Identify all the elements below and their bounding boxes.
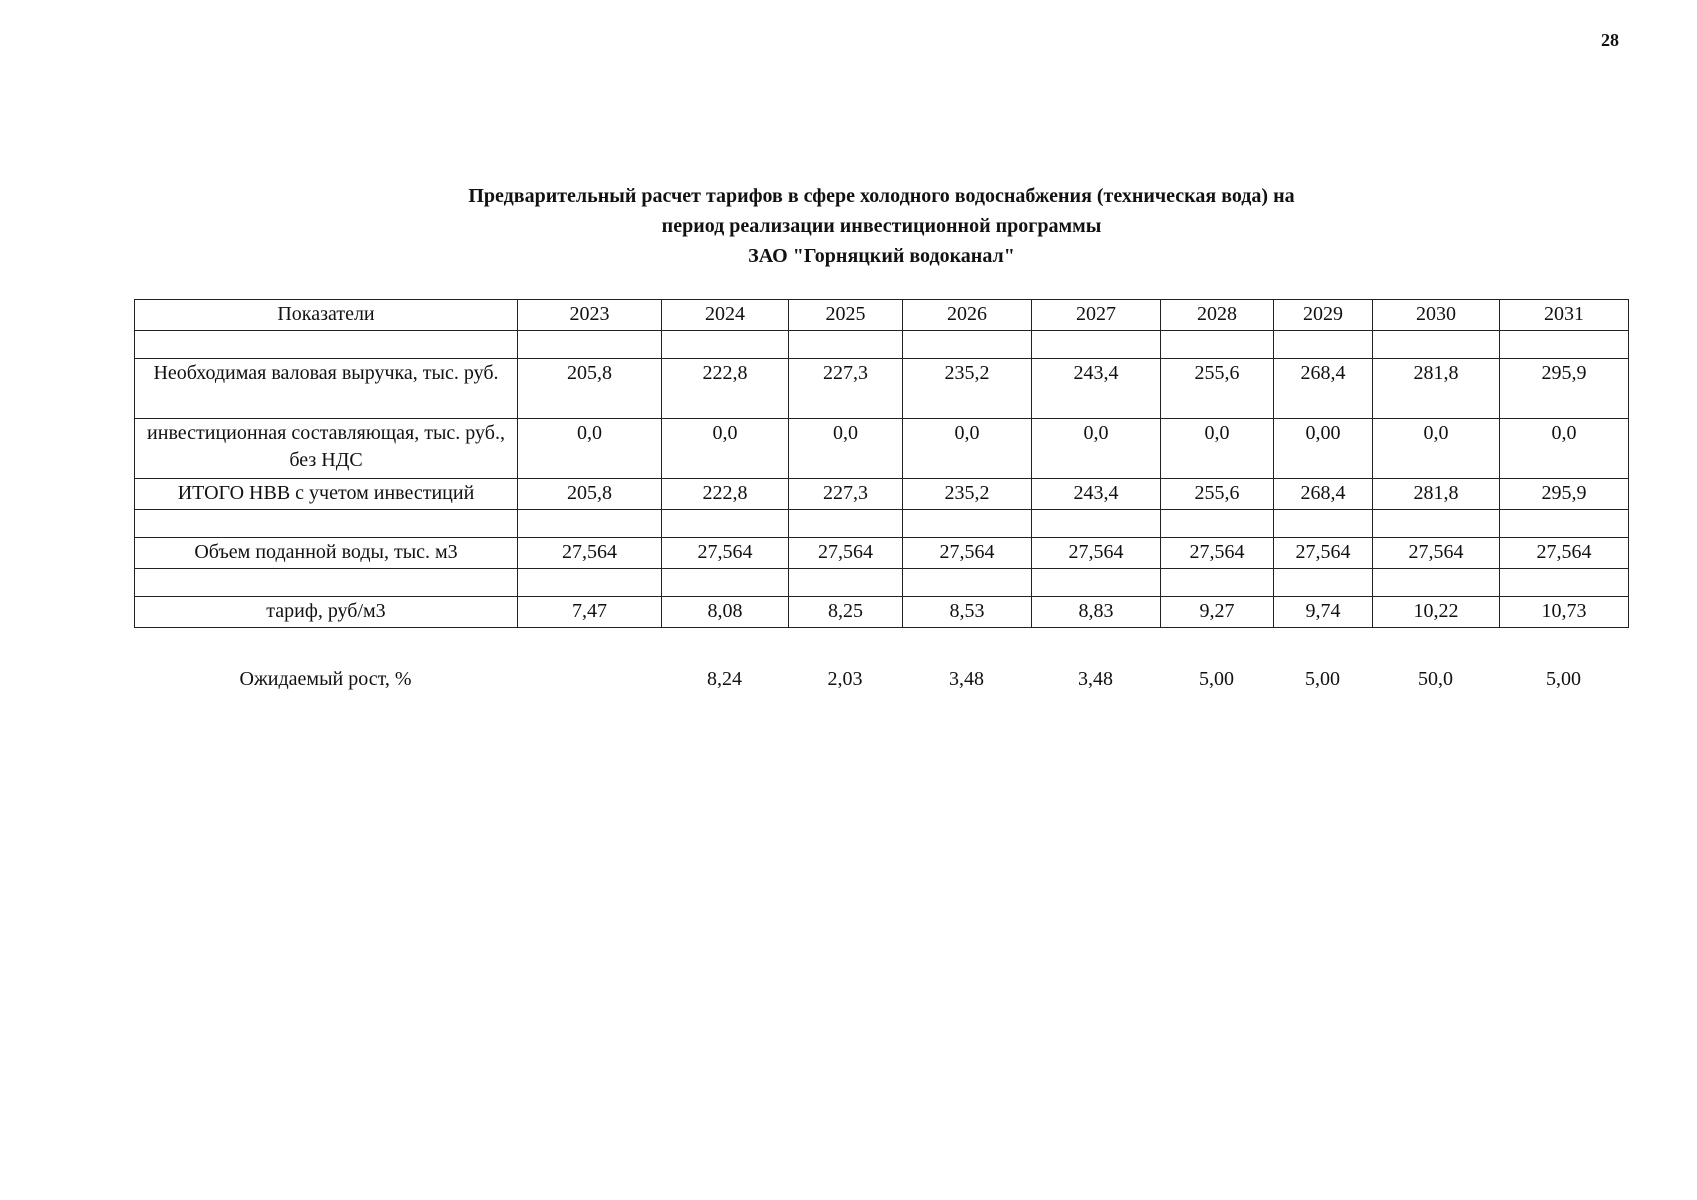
title-line-1: Предварительный расчет тарифов в сфере холодного водоснабжения (техническая вода) на xyxy=(468,185,1295,207)
table-cell: 281,8 xyxy=(1373,479,1500,510)
page-number: 28 xyxy=(1601,30,1619,50)
table-cell: 243,4 xyxy=(1032,479,1161,510)
table-cell: 227,3 xyxy=(789,479,903,510)
table-cell: 27,564 xyxy=(1032,538,1161,569)
table-cell: 0,0 xyxy=(1161,419,1274,479)
growth-value: 5,00 xyxy=(1546,668,1581,690)
header-year: 2025 xyxy=(789,300,903,331)
table-row-investment xyxy=(135,419,1629,479)
table-cell: 0,00 xyxy=(1274,419,1373,479)
table-cell: 222,8 xyxy=(662,479,789,510)
table-cell: 222,8 xyxy=(662,359,789,419)
table-cell: 295,9 xyxy=(1500,359,1629,419)
table-cell: 0,0 xyxy=(518,419,662,479)
growth-value: 5,00 xyxy=(1199,668,1234,690)
table-cell: 9,27 xyxy=(1161,597,1274,628)
table-cell: 205,8 xyxy=(518,479,662,510)
table-row-total xyxy=(135,479,1629,510)
header-year: 2031 xyxy=(1500,300,1629,331)
table-cell: 295,9 xyxy=(1500,479,1629,510)
table-cell: 9,74 xyxy=(1274,597,1373,628)
table-cell: 227,3 xyxy=(789,359,903,419)
growth-value: 8,24 xyxy=(707,668,742,690)
table-cell: 0,0 xyxy=(903,419,1032,479)
table-cell: 255,6 xyxy=(1161,479,1274,510)
row-label: инвестиционная составляющая, тыс. руб., без НДС xyxy=(135,419,518,479)
table-cell: 0,0 xyxy=(1500,419,1629,479)
growth-value: 3,48 xyxy=(1078,668,1113,690)
table-spacer-row xyxy=(135,569,1629,597)
table-cell: 243,4 xyxy=(1032,359,1161,419)
table-cell: 268,4 xyxy=(1274,479,1373,510)
table-cell: 27,564 xyxy=(1274,538,1373,569)
header-year: 2024 xyxy=(662,300,789,331)
growth-label: Ожидаемый рост, % xyxy=(239,668,412,690)
header-year: 2023 xyxy=(518,300,662,331)
growth-value: 5,00 xyxy=(1305,668,1340,690)
growth-value: 3,48 xyxy=(949,668,984,690)
table-cell: 10,22 xyxy=(1373,597,1500,628)
table-cell: 281,8 xyxy=(1373,359,1500,419)
table-cell: 205,8 xyxy=(518,359,662,419)
table-cell: 0,0 xyxy=(1032,419,1161,479)
growth-value: 50,0 xyxy=(1418,668,1453,690)
table-cell: 235,2 xyxy=(903,359,1032,419)
table-cell: 255,6 xyxy=(1161,359,1274,419)
growth-value: 2,03 xyxy=(827,668,863,690)
header-year: 2026 xyxy=(903,300,1032,331)
table-row-tariff xyxy=(135,597,1629,628)
row-label: ИТОГО НВВ с учетом инвестиций xyxy=(135,479,518,510)
table-cell: 235,2 xyxy=(903,479,1032,510)
table-header-row xyxy=(135,300,1629,331)
title-line-2: период реализации инвестиционной программы xyxy=(661,215,1102,237)
row-label: Необходимая валовая выручка, тыс. руб. xyxy=(135,359,518,419)
table-cell: 27,564 xyxy=(518,538,662,569)
table-cell: 8,83 xyxy=(1032,597,1161,628)
document-title xyxy=(0,181,1697,271)
table-row-revenue xyxy=(135,359,1629,419)
table-cell: 8,25 xyxy=(789,597,903,628)
table-cell: 0,0 xyxy=(662,419,789,479)
table-cell: 27,564 xyxy=(1500,538,1629,569)
table-spacer-row xyxy=(135,331,1629,359)
table-row-water-volume xyxy=(135,538,1629,569)
table-cell: 10,73 xyxy=(1500,597,1629,628)
table-cell: 8,08 xyxy=(662,597,789,628)
expected-growth-row xyxy=(134,668,1628,691)
growth-value xyxy=(517,668,661,691)
header-year: 2030 xyxy=(1373,300,1500,331)
tariff-table xyxy=(134,299,1629,628)
header-label: Показатели xyxy=(135,300,518,331)
table-cell: 268,4 xyxy=(1274,359,1373,419)
table-cell: 0,0 xyxy=(1373,419,1500,479)
table-cell: 27,564 xyxy=(1161,538,1274,569)
table-cell: 8,53 xyxy=(903,597,1032,628)
table-spacer-row xyxy=(135,510,1629,538)
table-cell: 27,564 xyxy=(1373,538,1500,569)
table-cell: 0,0 xyxy=(789,419,903,479)
title-line-3: ЗАО "Горняцкий водоканал" xyxy=(748,245,1015,267)
header-year: 2029 xyxy=(1274,300,1373,331)
table-cell: 7,47 xyxy=(518,597,662,628)
table-cell: 27,564 xyxy=(662,538,789,569)
row-label: тариф, руб/м3 xyxy=(135,597,518,628)
row-label: Объем поданной воды, тыс. м3 xyxy=(135,538,518,569)
header-year: 2028 xyxy=(1161,300,1274,331)
header-year: 2027 xyxy=(1032,300,1161,331)
table-cell: 27,564 xyxy=(789,538,903,569)
table-cell: 27,564 xyxy=(903,538,1032,569)
